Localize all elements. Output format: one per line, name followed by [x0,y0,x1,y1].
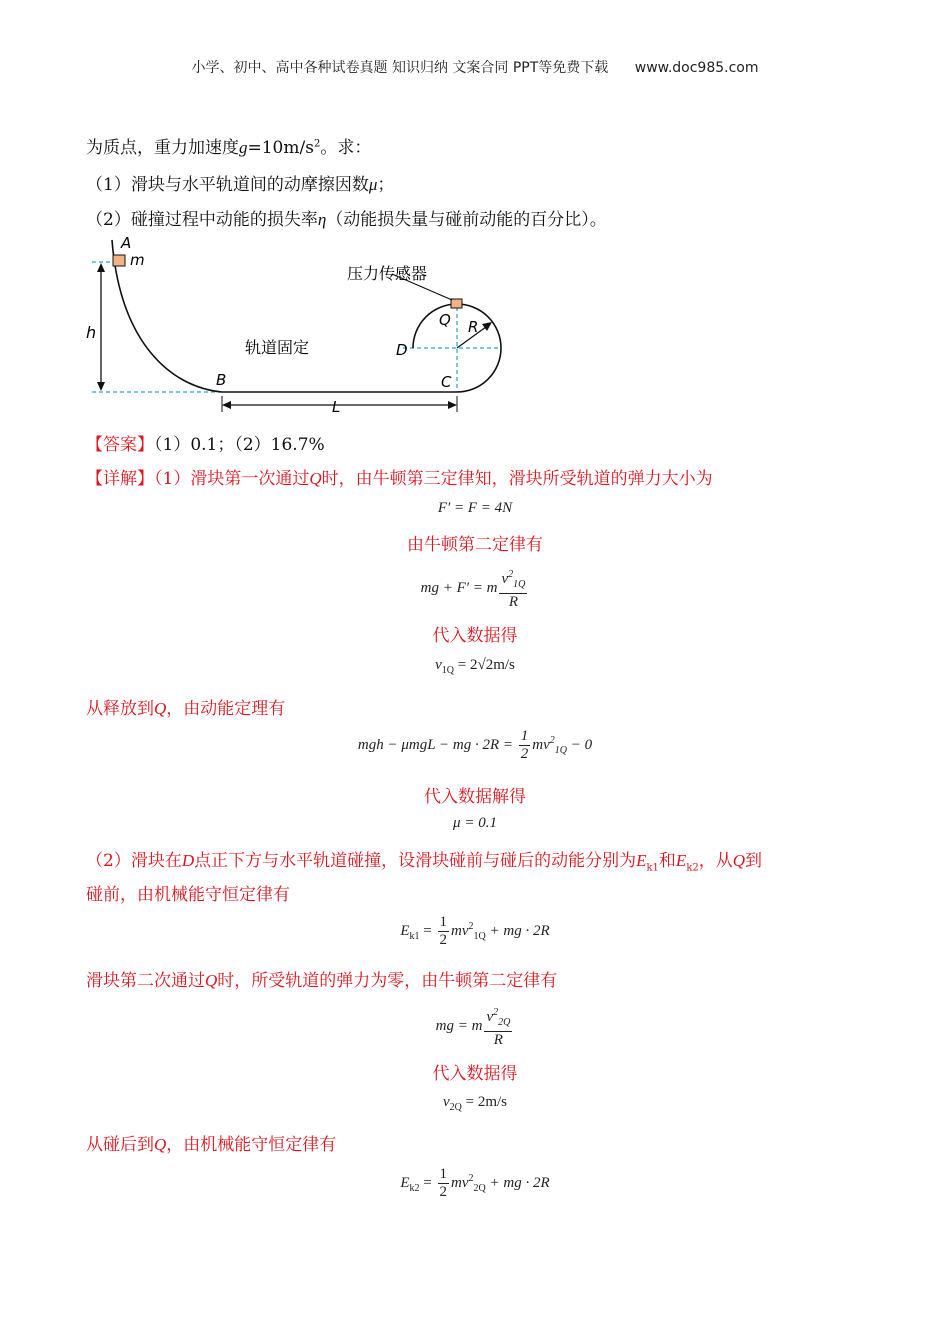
step-solve-1: 代入数据解得 [424,787,526,807]
label-A: A [121,234,132,252]
l-arrow-right [448,401,457,409]
header-url[interactable]: www.doc985.com [634,60,759,76]
equation-9: $E_{k2}$ = $\frac{1}{2}$ $mv^2_{2Q}$ + mg · 2R [400,1166,550,1200]
equation-3: $v_{1Q} = 2√2m/s$ [435,657,515,676]
label-D: D [396,341,408,359]
answer-tag: 【答案】 [86,435,154,455]
solution-tag: 【详解】 [86,469,154,489]
question-1: （1）滑块与水平轨道间的动摩擦因数μ； [86,175,395,195]
label-B: B [216,371,227,389]
label-L: L [332,398,341,416]
solution-part-2-line-1: （2）滑块在D点正下方与水平轨道碰撞，设滑块碰前与碰后的动能分别为$E_{k1}$和$E_{k2}$，从Q到 [86,851,763,874]
equation-6: $E_{k1}$ = $\frac{1}{2}$ $mv^2_{1Q}$ + mg · 2R [400,914,550,948]
step-after-collision: 从碰后到Q，由机械能守恒定律有 [86,1135,337,1155]
label-R: R [468,318,479,336]
h-arrow-up [97,263,105,272]
page-header [0,57,950,77]
equation-1: F′ = F = 4N [437,500,513,516]
step-energy-theorem: 从释放到Q，由动能定理有 [86,699,286,719]
equation-5: μ = 0.1 [453,815,497,831]
solution-line-1: 【详解】（1）滑块第一次通过Q时，由牛顿第三定律知，滑块所受轨道的弹力大小为 [86,469,713,489]
label-C: C [441,373,452,391]
track-diagram [80,232,520,422]
step-substitute-1: 代入数据得 [432,626,518,646]
question-2: （2）碰撞过程中动能的损失率η（动能损失量与碰前动能的百分比）。 [86,210,607,230]
header-text: 小学、初中、高中各种试卷真题 知识归纳 文案合同 PPT等免费下载 [191,60,609,76]
answer-text: （1）0.1；（2）16.7% [154,435,325,455]
label-track-fixed: 轨道固定 [245,338,310,357]
equation-7: mg = m $\frac{v^2_{2Q}}{R}$ [0,1004,950,1049]
label-h: h [86,323,97,342]
label-Q: Q [439,311,451,329]
solution-part-2-line-2: 碰前，由机械能守恒定律有 [86,885,290,905]
problem-line-1: 为质点，重力加速度$g=10m/s^2$。求： [86,138,372,158]
equation-8: $v_{2Q} = 2m/s$ [442,1094,508,1113]
label-m: m [130,251,145,269]
step-second-pass: 滑块第二次通过Q时，所受轨道的弹力为零，由牛顿第二定律有 [86,971,558,991]
step-newton-2: 由牛顿第二定律有 [407,535,543,555]
equation-2: mg + F′ = m $\frac{v^2_{1Q}}{R}$ [0,566,950,611]
answer-line [86,430,325,455]
l-arrow-left [222,401,231,409]
pressure-sensor [451,299,462,308]
step-substitute-2: 代入数据得 [432,1064,518,1084]
label-sensor: 压力传感器 [347,264,428,283]
block-m [113,255,125,266]
equation-4: mgh − μmgL − mg · 2R = $\frac{1}{2}$ $mv^2_{1Q} - 0$ [357,728,593,762]
h-arrow-down [97,382,105,391]
radius-arrowhead [482,322,492,331]
